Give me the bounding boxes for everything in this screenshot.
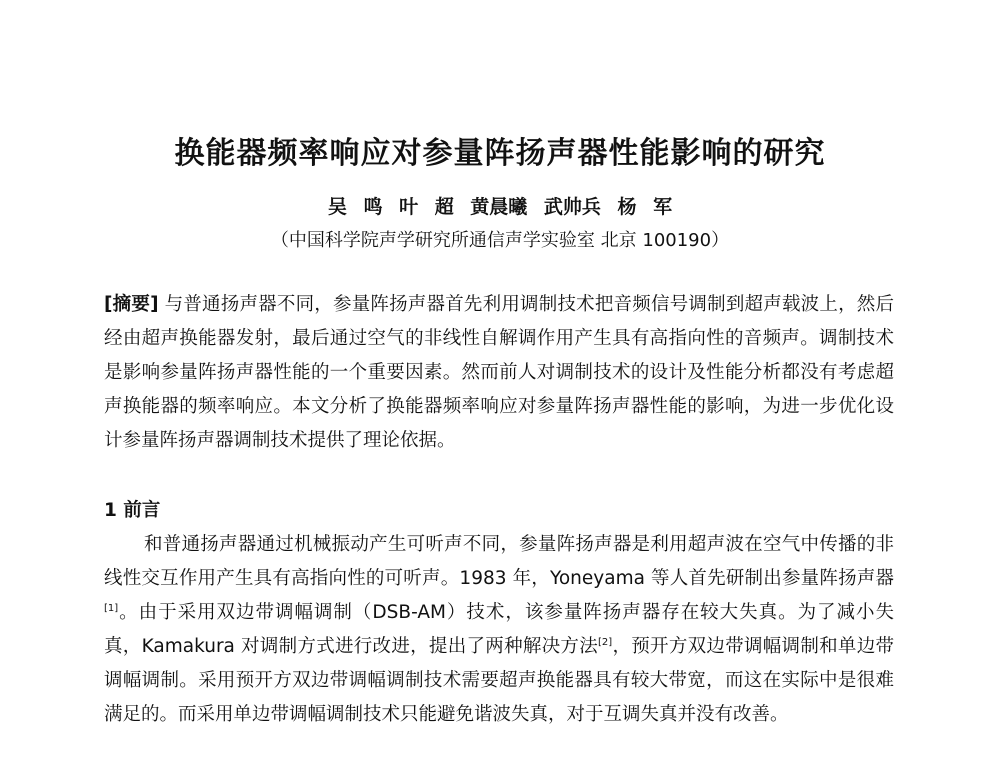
author-list: 吴 鸣 叶 超 黄晨曦 武帅兵 杨 军	[327, 196, 673, 218]
introduction-paragraph	[104, 528, 894, 732]
abstract-label: [摘要]	[104, 294, 159, 315]
citation-1: [1]	[104, 602, 119, 614]
abstract-text: 与普通扬声器不同，参量阵扬声器首先利用调制技术把音频信号调制到超声载波上，然后经由超声换能器发射，最后通过空气的非线性自解调作用产生具有高指向性的音频声。调制技术是影响参量阵扬声器性能的一个重要因素。然而前人对调制技术的设计及性能分析都没有考虑超声换能器的频率响应。本文分析了换能器频率响应对参量阵扬声器性能的影响，为进一步优化设计参量阵扬声器调制技术提供了理论依据。	[104, 294, 894, 451]
abstract	[104, 288, 894, 458]
paper-title: 换能器频率响应对参量阵扬声器性能影响的研究	[174, 136, 826, 171]
intro-text-part-2: 。由于采用双边带调幅调制（DSB-AM）技术，该参量阵扬声器存在较大失真。为了减小失真，Kamakura 对调制方式进行改进，提出了两种解决方法	[104, 602, 894, 657]
intro-text-part-1: 和普通扬声器通过机械振动产生可听声不同，参量阵扬声器是利用超声波在空气中传播的非线性交互作用产生具有高指向性的可听声。1983 年，Yoneyama 等人首先研制出参量阵扬声器	[104, 534, 894, 589]
citation-2: [2]	[598, 636, 613, 648]
section-heading-introduction: 1 前言	[104, 500, 161, 521]
affiliation: （中国科学院声学研究所通信声学实验室 北京 100190）	[270, 230, 730, 251]
intro-text-part-3: ，预开方双边带调幅调制和单边带调幅调制。采用预开方双边带调幅调制技术需要超声换能器具有较大带宽，而这在实际中是很难满足的。而采用单边带调幅调制技术只能避免谐波失真，对于互调失真并没有改善。	[104, 636, 894, 725]
